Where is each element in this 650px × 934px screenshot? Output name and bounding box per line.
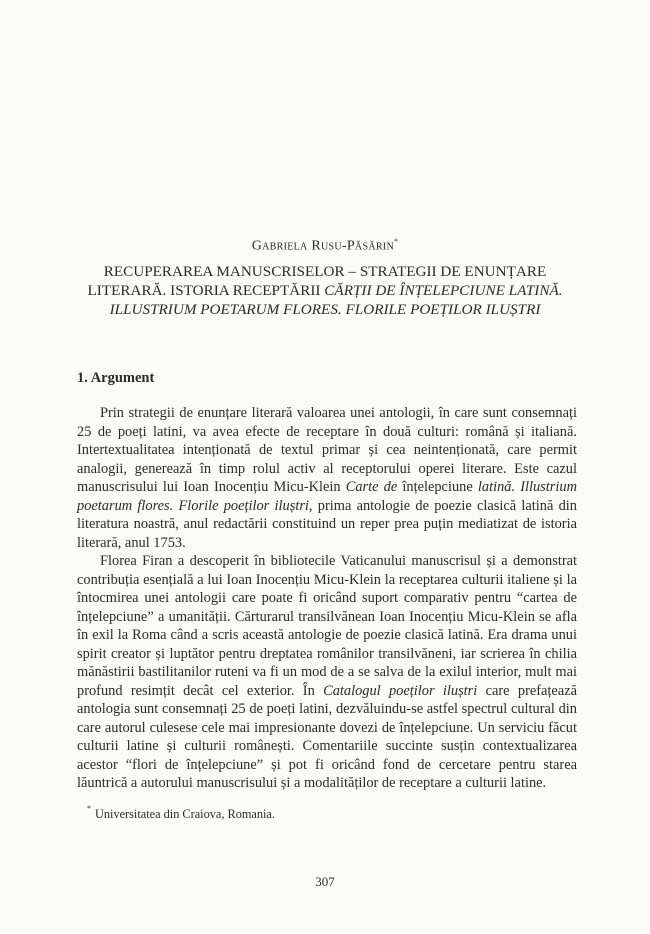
p1-seg-2-italic: Carte de <box>345 479 398 495</box>
footnote-mark: * <box>87 804 91 813</box>
p1-seg-1: Prin strategii de enunțare literară valoarea unei antologii, în care sunt consemnați 25 de poeți latini, va avea efecte de receptare în două culturi: română și italiană. Intertextualitatea intenționată de textul primar și cea neintenționată, care permit analogii, generează în timp rolul activ al receptorului operei literare. Este cazul manuscrisului lui Ioan Inocențiu Micu-Klein <box>77 405 577 495</box>
author-line <box>0 237 650 255</box>
page-number: 307 <box>315 874 335 889</box>
article-title <box>70 262 580 319</box>
author-name: Gabriela Rusu-Păsărin <box>251 238 394 254</box>
p2-seg-2-italic: Catalogul poeților iluștri <box>323 682 478 699</box>
p2-seg-1: Florea Firan a descoperit în bibliotecile Vaticanului manuscrisul și a demonstrat contribuția esențială a lui Ioan Inocențiu Micu-Klein la receptarea culturii italiene și la întocmirea unei antologii care poate fi oricând suport comparativ pentru “cartea de înțelepciune” a umanității. Cărturarul transilvănean Ioan Inocențiu Micu-Klein se afla în exil la Roma când a scris această antologie de poezie clasică latină. Era drama unui spirit creator și luptător pentru dreptatea românilor transilvăneni, iar scrierea în chilia mănăstirii bastilitanilor ruteni va fi un mod de a se salva de la exilul interior, mult mai profund resimțit decât cel exterior. În <box>77 553 577 699</box>
body-text <box>77 404 577 793</box>
p1-seg-4-italic: latină. Illustrium poetarum flores. Florile poeților iluștri <box>77 479 577 514</box>
footnote-text: Universitatea din Craiova, Romania. <box>95 807 275 821</box>
p1-seg-5: , prima antologie de poezie clasică latină din literatura noastră, anul redactării constituind un reper prea puțin mediatizat de istoria literară, anul 1753. <box>77 497 577 551</box>
paragraph-2 <box>77 552 577 793</box>
title-part-2-italic: CĂRȚII DE ÎNȚELEPCIUNE LATINĂ. ILLUSTRIUM POETARUM FLORES. FLORILE POEȚILOR ILUȘTRI <box>109 282 563 318</box>
section-heading: 1. Argument <box>77 370 155 386</box>
p2-seg-3: care prefațează antologia sunt consemnați 25 de poeți latini, dezvăluindu-se astfel spectrul cultural din care autorul culesese cele mai impresionante dovezi de înțelepciune. Un serviciu făcut culturii latine și culturii românești. Comentariile succinte susțin contextualizarea acestor “flori de înțelepciune” și pot fi oricând fond de cercetare pentru starea lăuntrică a autorului manuscrisului și a modalităților de receptare a culturii latine. <box>77 682 577 791</box>
footnote <box>87 804 275 822</box>
author-footnote-mark: * <box>393 237 399 246</box>
title-part-1: RECUPERAREA MANUSCRISELOR – STRATEGII DE ENUNȚARE LITERARĂ. ISTORIA RECEPTĂRII <box>87 263 547 299</box>
paragraph-1 <box>77 404 577 552</box>
p1-seg-3: înțelepciune <box>397 479 478 495</box>
